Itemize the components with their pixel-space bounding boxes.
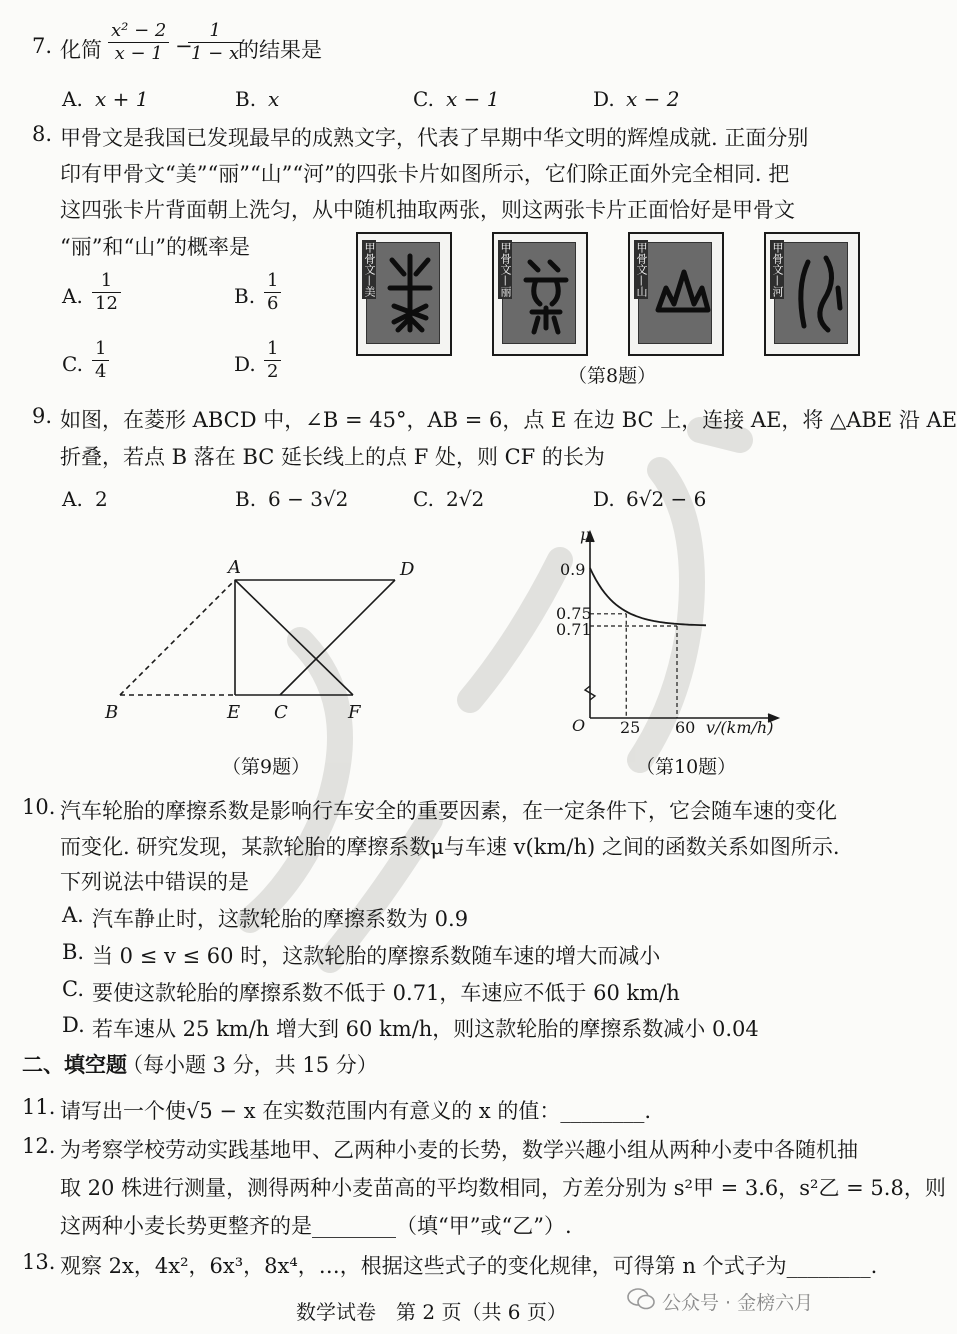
question-number: 13. (22, 1250, 56, 1274)
question-number: 12. (22, 1134, 56, 1158)
choice-d-key: D. (234, 352, 256, 376)
oracle-card-mei (356, 232, 452, 356)
page-footer: 数学试卷 第 2 页（共 6 页） (296, 1300, 567, 1324)
question-line: 如图，在菱形 ABCD 中，∠B = 45°，AB = 6，点 E 在边 BC 上，连接 AE，将 △ABE 沿 AE (60, 408, 957, 432)
choice-a-key: A. (62, 284, 83, 308)
oracle-card-he (764, 232, 860, 356)
choice-c: x − 1 (446, 87, 500, 111)
numerator: 1 (188, 20, 242, 43)
wechat-logo-icon (626, 1286, 656, 1312)
choice-a-key: A. (62, 903, 84, 927)
choice-b: 当 0 ≤ v ≤ 60 时，这款轮胎的摩擦系数随车速的增大而减小 (92, 944, 661, 968)
choice-b-key: B. (235, 487, 257, 511)
numerator: 1 (264, 338, 281, 361)
oracle-glyph-li-icon (516, 248, 576, 338)
numerator: x² − 2 (108, 20, 169, 43)
question-number: 8. (32, 122, 53, 146)
denominator: 2 (267, 360, 279, 382)
vertex-label-a: A (228, 557, 241, 578)
oracle-glyph-mei-icon (380, 248, 440, 338)
question-stem: 化简 (60, 38, 102, 62)
figure-caption: （第10题） (636, 756, 737, 778)
card-label: 甲骨文—河 (771, 242, 784, 297)
numerator: 1 (92, 270, 121, 293)
card-label: 甲骨文—山 (635, 242, 648, 297)
question-number: 10. (22, 795, 56, 819)
choice-a-key: A. (62, 487, 83, 511)
choice-c-key: C. (62, 977, 84, 1001)
question-line: 取 20 株进行测量，测得两种小麦苗高的平均数相同，方差分别为 s²甲 = 3.6，s²乙 = 5.8，则 (60, 1176, 946, 1200)
choice-b-key: B. (235, 87, 257, 111)
numerator: 1 (264, 270, 281, 293)
question-number: 9. (32, 404, 53, 428)
question-line: 这四张卡片背面朝上洗匀，从中随机抽取两张，则这两张卡片正面恰好是甲骨文 (60, 198, 795, 222)
choice-c-key: C. (413, 87, 434, 111)
section-title: 二、填空题 (22, 1052, 127, 1077)
choice-d: x − 2 (626, 87, 680, 111)
figure-caption: （第9题） (222, 756, 311, 778)
choice-c: 要使这款轮胎的摩擦系数不低于 0.71，车速应不低于 60 km/h (92, 981, 680, 1005)
question-line: 下列说法中错误的是 (60, 870, 249, 894)
figure-caption: （第8题） (568, 365, 657, 387)
question-number: 7. (32, 34, 53, 58)
x-axis-label: v/(km/h) (706, 718, 774, 737)
question-line: 而变化. 研究发现，某款轮胎的摩擦系数μ与车速 v(km/h) 之间的函数关系如图所示. (60, 835, 840, 859)
choice-d-fraction (264, 338, 281, 382)
friction-speed-graph (556, 525, 790, 738)
x-tick-60: 60 (675, 718, 696, 737)
question-line: 为考察学校劳动实践基地甲、乙两种小麦的长势，数学兴趣小组从两种小麦中各随机抽 (60, 1138, 858, 1162)
denominator: x − 1 (114, 42, 163, 64)
question-line: 折叠，若点 B 落在 BC 延长线上的点 F 处，则 CF 的长为 (60, 445, 605, 469)
choice-d-key: D. (593, 87, 615, 111)
choice-a: 汽车静止时，这款轮胎的摩擦系数为 0.9 (92, 907, 469, 931)
denominator: 4 (95, 360, 107, 382)
card-label: 甲骨文—美 (363, 242, 376, 297)
choice-b-key: B. (234, 284, 256, 308)
choice-a: 2 (95, 487, 108, 511)
origin-label: O (572, 716, 586, 735)
y-tick-0.9: 0.9 (560, 560, 586, 579)
minus-sign: − (175, 34, 193, 58)
choice-a: x + 1 (95, 87, 149, 111)
choice-d: 6√2 − 6 (626, 487, 707, 511)
vertex-label-b: B (105, 702, 119, 723)
watermark-account: 公众号 · 金榜六月 (662, 1292, 814, 1314)
question-stem: 的结果是 (238, 38, 322, 62)
vertex-label-e: E (227, 702, 241, 723)
oracle-glyph-shan-icon (652, 248, 712, 338)
denominator: 12 (95, 292, 118, 314)
friction-curve (590, 568, 706, 625)
section-note: （每小题 3 分，共 15 分） (122, 1053, 378, 1077)
choice-b-key: B. (62, 940, 85, 964)
choice-a-key: A. (62, 87, 83, 111)
numerator: 1 (92, 338, 109, 361)
rhombus-figure (100, 555, 415, 730)
question-text: 请写出一个使√5 − x 在实数范围内有意义的 x 的值：________. (60, 1099, 652, 1123)
question-line: 这两种小麦长势更整齐的是________（填“甲”或“乙”）. (60, 1214, 572, 1238)
choice-c: 2√2 (446, 487, 485, 511)
choice-a-fraction (92, 270, 121, 314)
question-line: 印有甲骨文“美”“丽”“山”“河”的四张卡片如图所示，它们除正面外完全相同. 把 (60, 162, 790, 186)
vertex-label-f: F (348, 702, 361, 723)
denominator: 6 (267, 292, 279, 314)
choice-d: 若车速从 25 km/h 增大到 60 km/h，则这款轮胎的摩擦系数减小 0.04 (92, 1017, 759, 1041)
choice-c-fraction (92, 338, 109, 382)
y-tick-0.75: 0.75 (556, 604, 592, 623)
choice-b-fraction (264, 270, 281, 314)
y-tick-0.71: 0.71 (556, 620, 592, 639)
choice-c-key: C. (413, 487, 434, 511)
vertex-label-c: C (274, 702, 288, 723)
choice-b: 6 − 3√2 (268, 487, 349, 511)
choice-d-key: D. (593, 487, 615, 511)
question-line: 汽车轮胎的摩擦系数是影响行车安全的重要因素，在一定条件下，它会随车速的变化 (60, 799, 837, 823)
question-line: 甲骨文是我国已发现最早的成熟文字，代表了早期中华文明的辉煌成就. 正面分别 (60, 126, 809, 150)
denominator: 1 − x (191, 42, 240, 64)
x-tick-25: 25 (620, 718, 641, 737)
oracle-glyph-he-icon (788, 248, 848, 338)
fraction (108, 20, 169, 64)
y-axis-label: μ (580, 525, 591, 544)
question-line: “丽”和“山”的概率是 (60, 235, 250, 259)
question-text: 观察 2x，4x²，6x³，8x⁴，…，根据这些式子的变化规律，可得第 n 个式子为________. (60, 1254, 878, 1278)
oracle-card-shan (628, 232, 724, 356)
question-number: 11. (22, 1095, 56, 1119)
choice-c-key: C. (62, 352, 83, 376)
choice-d-key: D. (62, 1013, 85, 1037)
oracle-card-li (492, 232, 588, 356)
vertex-label-d: D (400, 559, 415, 580)
choice-b: x (268, 87, 280, 111)
card-label: 甲骨文—丽 (499, 242, 512, 297)
fraction (188, 20, 242, 64)
